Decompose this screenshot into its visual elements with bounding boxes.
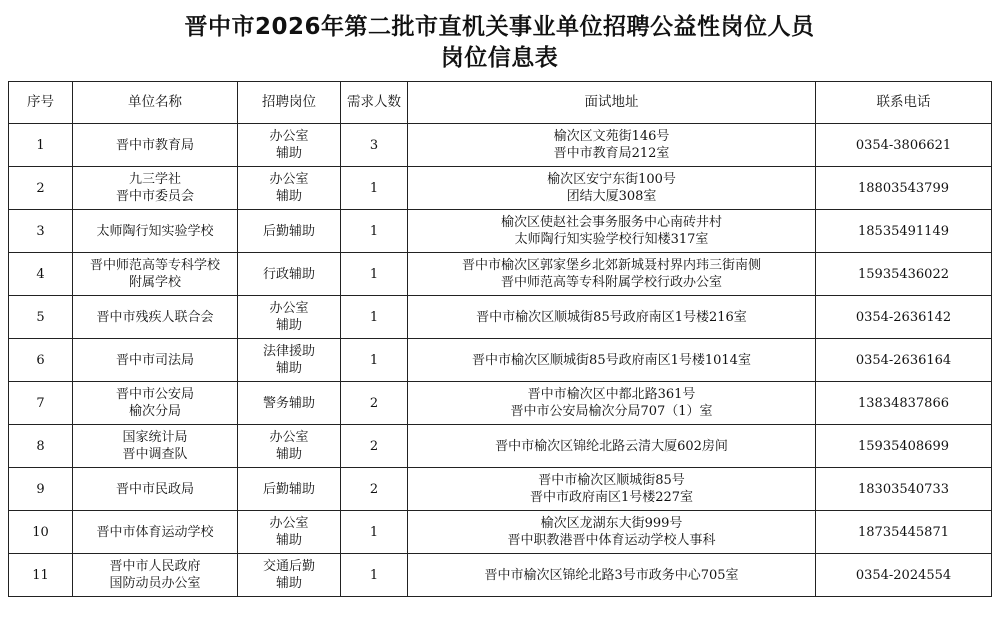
- table-row: [9, 468, 992, 511]
- cell-post: [238, 296, 341, 339]
- cell-number: 2: [9, 167, 73, 210]
- cell-interview-address-line: 榆次区文苑街146号: [553, 129, 670, 144]
- cell-count: 2: [341, 468, 408, 511]
- cell-number: 11: [9, 554, 73, 597]
- cell-unit-name: [73, 253, 238, 296]
- cell-interview-address: [408, 339, 816, 382]
- cell-count: 2: [341, 382, 408, 425]
- table-header-row: [9, 82, 992, 124]
- cell-unit-name: [73, 124, 238, 167]
- cell-post-line: 辅助: [275, 447, 302, 462]
- cell-count: 1: [341, 167, 408, 210]
- cell-interview-address-line: 榆次区龙湖东大街999号: [540, 516, 683, 531]
- cell-unit-name-line: 晋中调查队: [122, 447, 188, 462]
- table-row: [9, 167, 992, 210]
- cell-phone: 0354-2636142: [816, 296, 992, 339]
- cell-post-line: 行政辅助: [262, 266, 315, 282]
- cell-number: 5: [9, 296, 73, 339]
- cell-post-line: 警务辅助: [262, 395, 315, 411]
- cell-phone: 15935408699: [816, 425, 992, 468]
- position-table: [8, 81, 992, 597]
- cell-unit-name: [73, 382, 238, 425]
- cell-interview-address-line: 晋中市榆次区中都北路361号: [527, 387, 696, 402]
- cell-unit-name: [73, 339, 238, 382]
- cell-unit-name: [73, 468, 238, 511]
- cell-unit-name-line: 晋中市公安局: [115, 387, 194, 402]
- cell-post-line: 交通后勤: [262, 559, 315, 574]
- cell-unit-name-line: 附属学校: [128, 275, 181, 290]
- cell-phone: 13834837866: [816, 382, 992, 425]
- cell-phone: 18735445871: [816, 511, 992, 554]
- cell-count: 1: [341, 511, 408, 554]
- title-line-1: 晋中市2026年第二批市直机关事业单位招聘公益性岗位人员: [184, 14, 815, 40]
- cell-post-line: 辅助: [275, 576, 302, 591]
- cell-phone: 0354-2636164: [816, 339, 992, 382]
- cell-interview-address-line: 团结大厦308室: [566, 189, 657, 204]
- cell-interview-address-line: 太师陶行知实验学校行知楼317室: [514, 232, 709, 247]
- cell-interview-address: [408, 124, 816, 167]
- cell-post-line: 办公室: [269, 430, 309, 445]
- cell-number: 7: [9, 382, 73, 425]
- header-number: 序号: [9, 82, 73, 124]
- cell-number: 8: [9, 425, 73, 468]
- cell-post-line: 后勤辅助: [262, 223, 315, 239]
- cell-number: 10: [9, 511, 73, 554]
- cell-interview-address-line: 晋中职教港晋中体育运动学校人事科: [507, 533, 716, 548]
- table-body: [9, 124, 992, 597]
- cell-number: 4: [9, 253, 73, 296]
- cell-interview-address-line: 晋中师范高等专科附属学校行政办公室: [500, 275, 722, 290]
- cell-unit-name: [73, 554, 238, 597]
- cell-interview-address-line: 晋中市榆次区锦纶北路3号市政务中心705室: [484, 567, 739, 583]
- cell-unit-name-line: 晋中市人民政府: [109, 559, 201, 574]
- cell-count: 3: [341, 124, 408, 167]
- cell-interview-address-line: 晋中市榆次区顺城街85号政府南区1号楼1014室: [472, 352, 751, 368]
- cell-unit-name-line: 晋中市体育运动学校: [96, 524, 214, 540]
- cell-interview-address-line: 晋中市榆次区顺城街85号政府南区1号楼216室: [476, 309, 747, 325]
- cell-unit-name: [73, 511, 238, 554]
- cell-interview-address: [408, 554, 816, 597]
- cell-interview-address-line: 晋中市榆次区锦纶北路云清大厦602房间: [495, 438, 728, 454]
- cell-unit-name-line: 晋中市教育局: [115, 137, 194, 153]
- cell-unit-name-line: 晋中师范高等专科学校: [89, 258, 220, 273]
- cell-unit-name: [73, 296, 238, 339]
- cell-phone: 15935436022: [816, 253, 992, 296]
- cell-unit-name: [73, 167, 238, 210]
- cell-interview-address-line: 晋中市教育局212室: [553, 146, 670, 161]
- cell-post: [238, 167, 341, 210]
- header-phone: 联系电话: [816, 82, 992, 124]
- cell-count: 1: [341, 210, 408, 253]
- cell-post: [238, 339, 341, 382]
- cell-interview-address: [408, 425, 816, 468]
- cell-unit-name-line: 国家统计局: [122, 430, 188, 445]
- cell-post-line: 办公室: [269, 516, 309, 531]
- cell-count: 1: [341, 339, 408, 382]
- header-unit-name: 单位名称: [73, 82, 238, 124]
- cell-interview-address: [408, 382, 816, 425]
- table-row: [9, 210, 992, 253]
- cell-interview-address-line: 榆次区使赵社会事务服务中心南砖井村: [500, 215, 722, 230]
- cell-unit-name-line: 太师陶行知实验学校: [96, 223, 214, 239]
- cell-count: 1: [341, 554, 408, 597]
- cell-phone: 18535491149: [816, 210, 992, 253]
- table-row: [9, 339, 992, 382]
- cell-post: [238, 210, 341, 253]
- table-row: [9, 511, 992, 554]
- cell-number: 1: [9, 124, 73, 167]
- table-row: [9, 382, 992, 425]
- cell-post-line: 辅助: [275, 533, 302, 548]
- cell-interview-address-line: 榆次区安宁东街100号: [547, 172, 676, 187]
- cell-unit-name-line: 国防动员办公室: [109, 576, 201, 591]
- table-row: [9, 253, 992, 296]
- cell-post-line: 后勤辅助: [262, 481, 315, 497]
- cell-interview-address: [408, 167, 816, 210]
- cell-number: 3: [9, 210, 73, 253]
- cell-unit-name-line: 晋中市民政局: [115, 481, 194, 497]
- cell-post-line: 办公室: [269, 129, 309, 144]
- cell-post-line: 辅助: [275, 146, 302, 161]
- cell-interview-address-line: 晋中市榆次区顺城街85号: [538, 473, 685, 488]
- cell-interview-address: [408, 296, 816, 339]
- cell-unit-name-line: 榆次分局: [128, 404, 181, 419]
- cell-interview-address: [408, 468, 816, 511]
- cell-unit-name-line: 晋中市残疾人联合会: [96, 309, 214, 325]
- cell-phone: 18803543799: [816, 167, 992, 210]
- cell-post: [238, 253, 341, 296]
- cell-interview-address-line: 晋中市公安局榆次分局707（1）室: [510, 404, 713, 419]
- table-row: [9, 425, 992, 468]
- cell-number: 9: [9, 468, 73, 511]
- cell-post-line: 辅助: [275, 318, 302, 333]
- cell-phone: 18303540733: [816, 468, 992, 511]
- cell-number: 6: [9, 339, 73, 382]
- cell-post: [238, 554, 341, 597]
- cell-count: 1: [341, 296, 408, 339]
- cell-count: 2: [341, 425, 408, 468]
- title-line-2: 岗位信息表: [440, 45, 559, 71]
- header-interview-address: 面试地址: [408, 82, 816, 124]
- cell-post-line: 辅助: [275, 361, 302, 376]
- cell-unit-name-line: 晋中市委员会: [115, 189, 194, 204]
- cell-interview-address: [408, 210, 816, 253]
- cell-unit-name: [73, 210, 238, 253]
- cell-unit-name-line: 晋中市司法局: [115, 352, 194, 368]
- cell-interview-address: [408, 253, 816, 296]
- cell-phone: 0354-2024554: [816, 554, 992, 597]
- cell-unit-name: [73, 425, 238, 468]
- cell-unit-name-line: 九三学社: [128, 172, 181, 187]
- cell-post-line: 办公室: [269, 301, 309, 316]
- cell-post-line: 法律援助: [262, 344, 315, 359]
- cell-interview-address-line: 晋中市政府南区1号楼227室: [529, 490, 694, 505]
- table-row: [9, 124, 992, 167]
- cell-count: 1: [341, 253, 408, 296]
- table-row: [9, 554, 992, 597]
- header-count: 需求人数: [341, 82, 408, 124]
- cell-interview-address: [408, 511, 816, 554]
- cell-post: [238, 511, 341, 554]
- cell-interview-address-line: 晋中市榆次区郭家堡乡北郊新城聂村界内玮三街南侧: [461, 258, 761, 273]
- header-post: 招聘岗位: [238, 82, 341, 124]
- document-title: [8, 6, 991, 81]
- cell-post: [238, 124, 341, 167]
- cell-post: [238, 468, 341, 511]
- cell-post: [238, 382, 341, 425]
- cell-post: [238, 425, 341, 468]
- table-row: [9, 296, 992, 339]
- cell-phone: 0354-3806621: [816, 124, 992, 167]
- cell-post-line: 辅助: [275, 189, 302, 204]
- cell-post-line: 办公室: [269, 172, 309, 187]
